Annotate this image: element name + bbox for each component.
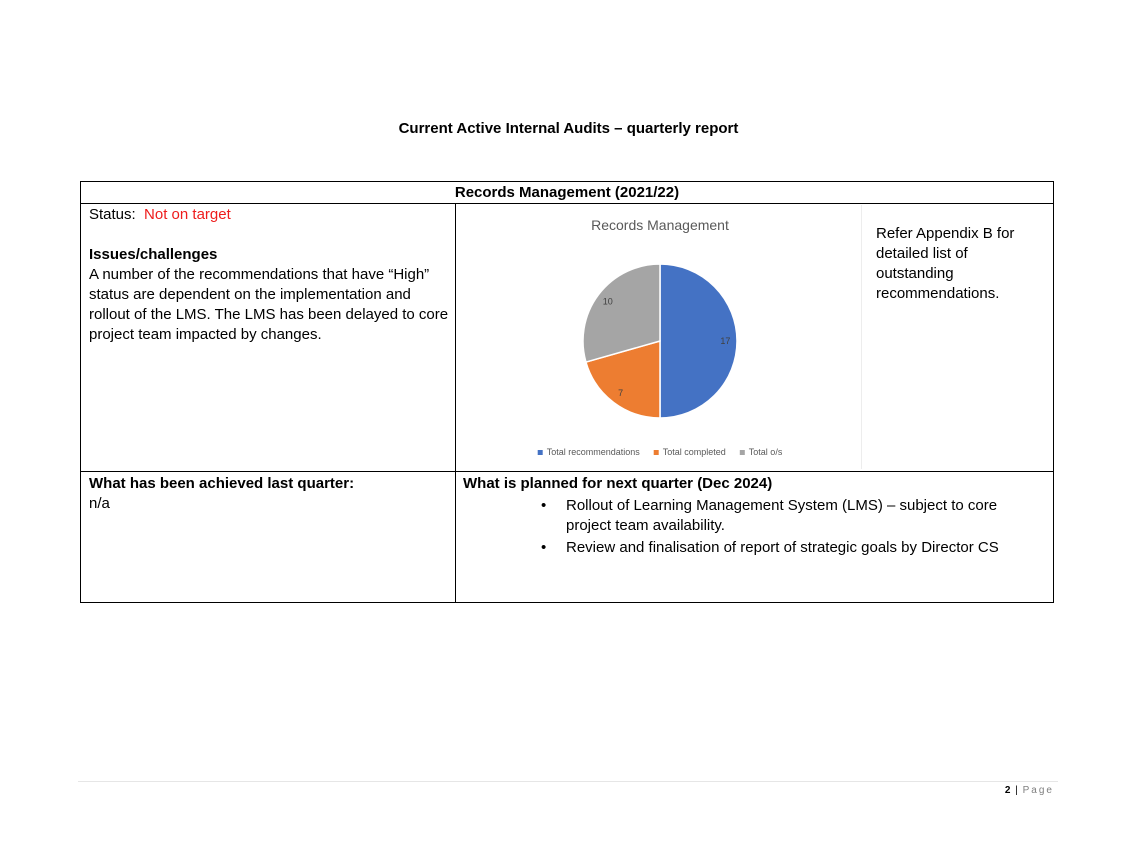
table-heading: Records Management (2021/22) [81,182,1053,204]
planned-item-text: Rollout of Learning Management System (LMS) – subject to core project team availability. [566,497,998,534]
page-separator: | [1015,785,1018,796]
planned-heading: What is planned for next quarter (Dec 2024) [463,475,773,492]
planned-cell [463,474,1048,560]
status-value: Not on target [144,206,231,223]
records-management-chart [457,205,862,469]
pie-data-label: 7 [618,388,624,399]
legend-swatch [740,450,745,455]
planned-list [463,496,1048,558]
row-divider [81,471,1053,472]
bullet-icon: • [541,497,547,514]
chart-title: Records Management [591,217,729,233]
list-item [463,496,1048,536]
footer-divider [78,781,1058,782]
list-item [463,538,1048,558]
legend-label: Total recommendations [546,447,640,457]
legend-label: Total completed [662,447,726,457]
page-number: 2 [1004,785,1011,796]
pie-data-label: 10 [602,296,613,307]
issues-heading: Issues/challenges [89,246,218,263]
status-cell [89,205,449,345]
bullet-icon: • [541,539,547,556]
page-word: Page [1022,785,1054,796]
achieved-text: n/a [89,495,110,512]
planned-item-text: Review and finalisation of report of strategic goals by Director CS [566,539,999,556]
issues-text: A number of the recommendations that have “High” status are dependent on the implementation and rollout of the LMS. The LMS has been delayed to core project team impacted by changes. [89,266,449,343]
legend-swatch [538,450,543,455]
status-line [89,205,449,225]
status-label: Status: [89,206,136,223]
report-table [80,181,1054,603]
document-title: Current Active Internal Audits – quarterly report [398,120,739,137]
refer-appendix-note: Refer Appendix B for detailed list of outstanding recommendations. [876,225,1015,302]
page-footer [1005,785,1054,796]
column-divider [455,203,456,603]
pie-data-label: 17 [720,336,731,346]
achieved-heading: What has been achieved last quarter: [89,475,355,492]
pie-chart-svg [457,205,861,469]
legend-swatch [654,450,659,455]
achieved-cell [89,474,449,514]
legend-label: Total o/s [748,447,783,457]
